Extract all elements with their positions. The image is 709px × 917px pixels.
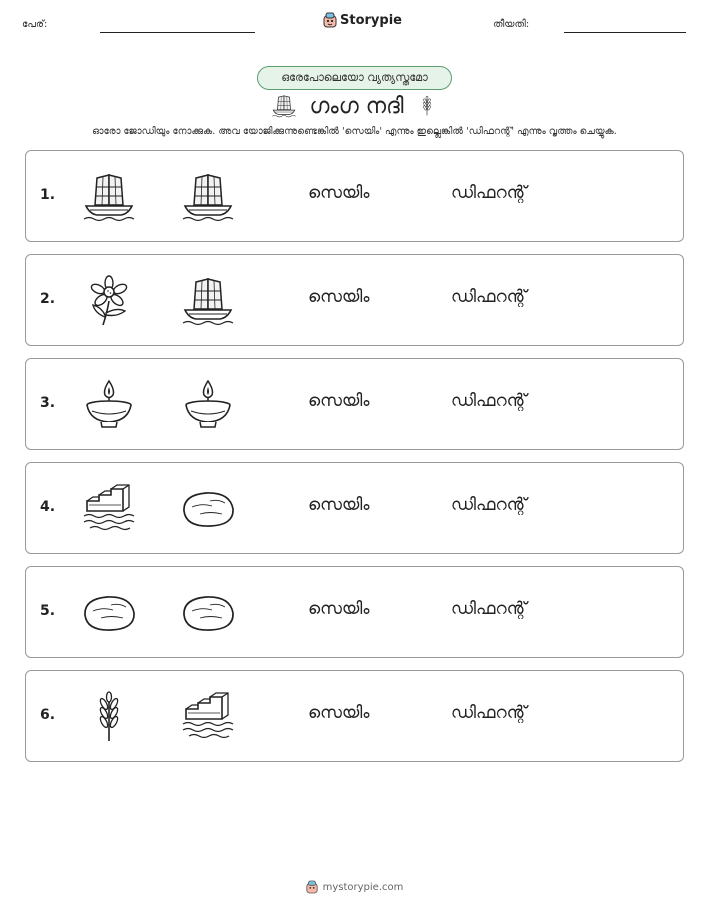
pebble-icon <box>180 585 236 641</box>
oil-lamp-icon <box>180 377 236 433</box>
footer-url: mystorypie.com <box>322 881 404 893</box>
pebble-icon <box>180 481 236 537</box>
question-number: 5. <box>40 603 56 619</box>
worksheet-type-badge <box>257 66 452 90</box>
date-label: തീയതി: <box>493 19 530 30</box>
pebble-icon <box>81 585 137 641</box>
question-number: 1. <box>40 187 56 203</box>
page-title: ഗംഗ നദി <box>309 93 404 119</box>
river-steps-icon <box>81 481 137 537</box>
instructions: ഓരോ ജോഡിയും നോക്കുക. അവ യോജിക്കുന്നുണ്ടെങ്കിൽ 'സെയിം' എന്നും ഇല്ലെങ്കിൽ 'ഡിഫറന്റ്' എന്നും വൃത്തം ചെയ്യുക. <box>92 126 617 137</box>
option-same[interactable]: സെയിം <box>308 495 370 515</box>
option-same[interactable]: സെയിം <box>308 599 370 619</box>
option-same[interactable]: സെയിം <box>308 183 370 203</box>
date-field[interactable] <box>564 32 686 33</box>
boat-icon <box>180 273 236 329</box>
boat-icon <box>271 93 297 119</box>
storypie-mascot-icon <box>323 12 337 28</box>
question-row <box>25 150 684 242</box>
option-different[interactable]: ഡിഫറന്റ് <box>451 703 527 723</box>
question-number: 6. <box>40 707 56 723</box>
brand-name: Storypie <box>340 12 402 28</box>
question-number: 4. <box>40 499 56 515</box>
footer <box>0 880 709 894</box>
name-field[interactable] <box>100 32 255 33</box>
question-row <box>25 358 684 450</box>
storypie-mascot-icon <box>306 880 318 894</box>
option-different[interactable]: ഡിഫറന്റ് <box>451 287 527 307</box>
flower-icon <box>81 273 137 329</box>
river-steps-icon <box>180 689 236 745</box>
option-different[interactable]: ഡിഫറന്റ് <box>451 391 527 411</box>
question-row <box>25 566 684 658</box>
boat-icon <box>180 169 236 225</box>
wheat-icon <box>81 689 137 745</box>
wheat-icon <box>416 92 438 120</box>
option-same[interactable]: സെയിം <box>308 703 370 723</box>
option-different[interactable]: ഡിഫറന്റ് <box>451 495 527 515</box>
title-row <box>0 92 709 120</box>
boat-icon <box>81 169 137 225</box>
name-label: പേര്: <box>22 19 48 30</box>
question-number: 3. <box>40 395 56 411</box>
question-row <box>25 462 684 554</box>
badge-label: ഒരേപോലെയോ വ്യത്യസ്തമോ <box>281 71 428 84</box>
question-row <box>25 254 684 346</box>
oil-lamp-icon <box>81 377 137 433</box>
option-same[interactable]: സെയിം <box>308 391 370 411</box>
brand-logo <box>323 12 402 28</box>
option-different[interactable]: ഡിഫറന്റ് <box>451 599 527 619</box>
option-same[interactable]: സെയിം <box>308 287 370 307</box>
option-different[interactable]: ഡിഫറന്റ് <box>451 183 527 203</box>
question-row <box>25 670 684 762</box>
question-number: 2. <box>40 291 56 307</box>
